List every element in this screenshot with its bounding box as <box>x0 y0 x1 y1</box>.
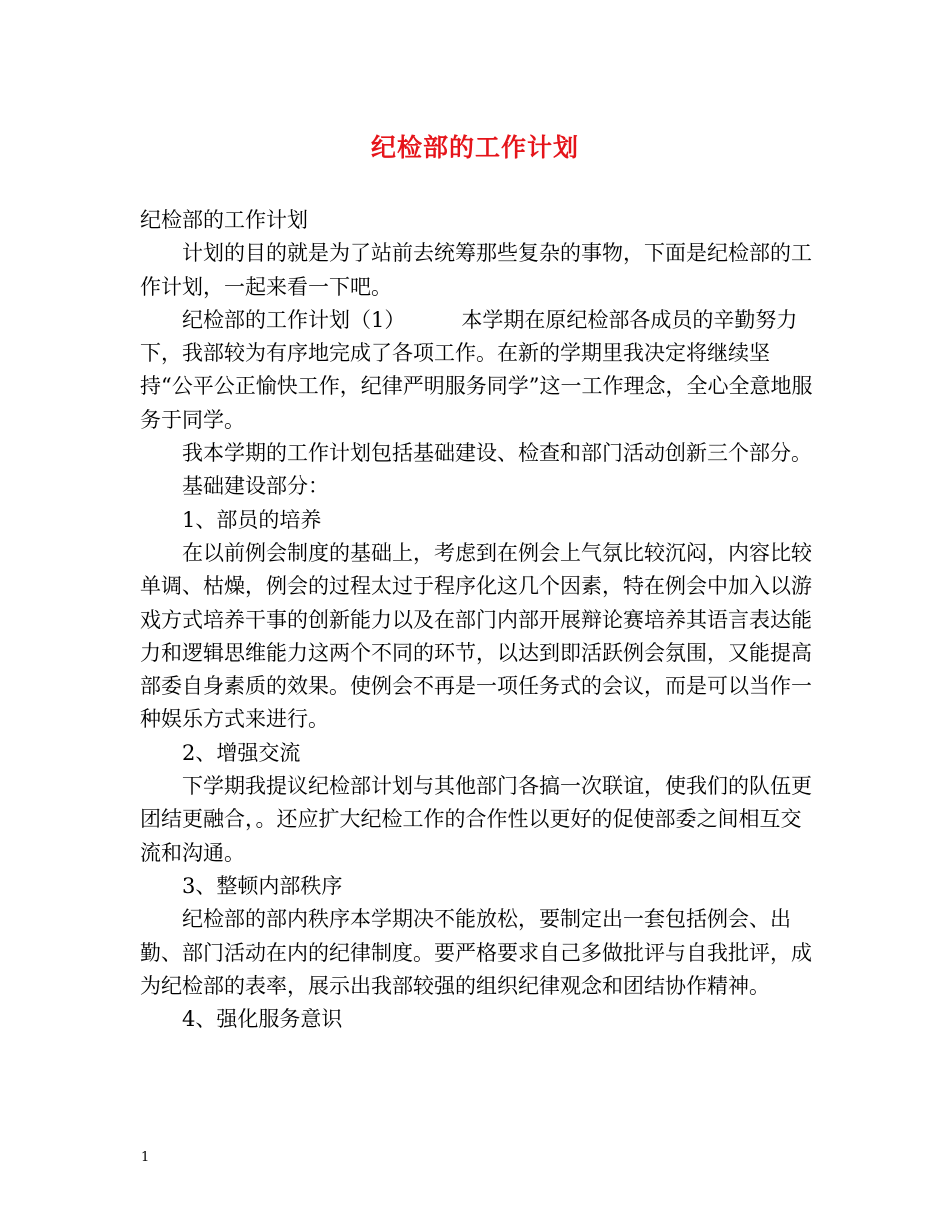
document-title: 纪检部的工作计划 <box>370 133 579 162</box>
paragraph-section-heading: 基础建设部分： <box>182 474 329 499</box>
paragraph-plan-1-text: 本学期在原纪检部各成员的辛勤努力下，我部较为有序地完成了各项工作。在新的学期里我决定将继续坚持“公平公正愉快工作，纪律严明服务同学”这一工作理念，全心全意地服务于同学。 <box>140 307 813 432</box>
paragraph-heading: 纪检部的工作计划 <box>140 208 308 232</box>
page-number: 1 <box>141 1150 150 1165</box>
document-body <box>140 204 820 1036</box>
paragraph-item-1-body: 在以前例会制度的基础上，考虑到在例会上气氛比较沉闷，内容比较单调、枯燥，例会的过程太过于程序化这几个因素，特在例会中加入以游戏方式培养干事的创新能力以及在部门内部开展辩论赛培养其语言表达能力和逻辑思维能力这两个不同的环节，以达到即活跃例会氛围，又能提高部委自身素质的效果。使例会不再是一项任务式的会议，而是可以当作一种娱乐方式来进行。 <box>140 540 812 732</box>
paragraph-plan-1 <box>140 304 820 437</box>
paragraph-plan-1-lead: 纪检部的工作计划（1） <box>182 307 406 332</box>
paragraph-item-2-heading: 2、增强交流 <box>182 740 301 765</box>
paragraph-item-3-heading: 3、整顿内部秩序 <box>182 873 343 898</box>
paragraph-overview: 我本学期的工作计划包括基础建设、检查和部门活动创新三个部分。 <box>182 441 812 466</box>
paragraph-item-1-heading: 1、部员的培养 <box>182 507 322 532</box>
paragraph-item-4-heading: 4、强化服务意识 <box>182 1007 343 1032</box>
paragraph-intro: 计划的目的就是为了站前去统筹那些复杂的事物，下面是纪检部的工作计划，一起来看一下吧。 <box>140 241 812 299</box>
paragraph-item-2-body: 下学期我提议纪检部计划与其他部门各搞一次联谊，使我们的队伍更团结更融合，。还应扩大纪检工作的合作性以更好的促使部委之间相互交流和沟通。 <box>140 774 812 865</box>
paragraph-item-3-body: 纪检部的部内秩序本学期决不能放松，要制定出一套包括例会、出勤、部门活动在内的纪律制度。要严格要求自己多做批评与自我批评，成为纪检部的表率，展示出我部较强的组织纪律观念和团结协作精神。 <box>140 907 812 998</box>
